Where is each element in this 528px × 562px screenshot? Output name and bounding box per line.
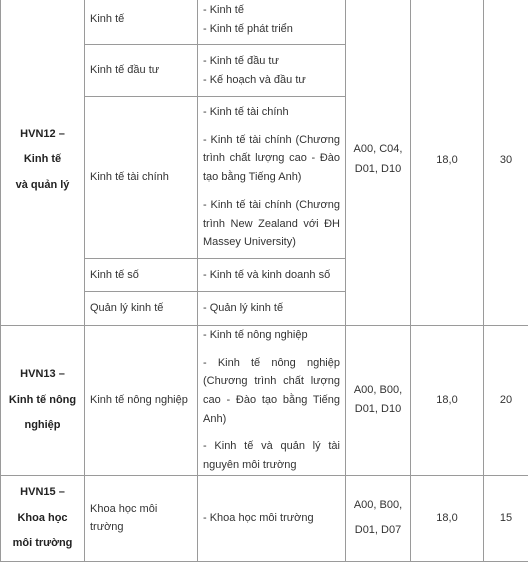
group-name-line: môi trường [12,536,73,549]
major-name: Kinh tế số [85,259,198,292]
program-item: - Khoa học môi trường [203,511,314,524]
subject-combinations [346,475,411,561]
subject-combinations [346,326,411,476]
major-name: Kinh tế nông nghiệp [85,326,198,476]
group-cell [1,475,85,561]
major-name: Kinh tế [85,0,198,45]
quota: 15 [484,475,528,561]
program-item: - Kinh tế và kinh doanh số [203,268,331,281]
program-item: - Kinh tế tài chính (Chương trình New Zealand với ĐH Massey University) [203,198,340,249]
program-list [198,475,346,561]
program-item: - Kinh tế tài chính (Chương trình chất lượng cao - Đào tạo bằng Tiếng Anh) [203,133,340,184]
quota: 30 [484,0,528,326]
program-list [198,0,346,45]
major-name: Kinh tế đầu tư [85,45,198,97]
table-row [1,475,528,561]
program-list [198,45,346,97]
min-score: 18,0 [411,326,484,476]
combination-line: A00, C04, [353,143,403,156]
combination-line: D01, D10 [354,403,402,416]
program-list [198,326,346,476]
major-name: Khoa học môi trường [85,475,198,561]
min-score: 18,0 [411,0,484,326]
group-name-line: Khoa học [17,511,68,524]
program-item: - Kinh tế đầu tư [203,54,279,67]
group-code: HVN15 – [20,486,65,499]
program-item: - Quản lý kinh tế [203,302,284,315]
program-item: - Kinh tế tài chính [203,106,289,119]
group-cell [1,326,85,476]
table-row [1,326,528,476]
program-item: - Kinh tế và quản lý tài nguyên môi trường [203,440,340,472]
min-score: 18,0 [411,475,484,561]
program-list [198,259,346,292]
table-row [1,0,528,45]
program-list [198,97,346,259]
combination-line: A00, B00, [353,499,403,512]
group-cell [1,0,85,326]
group-name-line: Kinh tế [23,153,62,166]
program-list [198,292,346,326]
group-name-line: Kinh tế nông [8,393,77,406]
major-name: Kinh tế tài chính [85,97,198,259]
combination-line: D01, D07 [354,524,402,537]
combination-line: A00, B00, [353,383,403,396]
group-code: HVN12 – [20,128,65,141]
major-name: Quản lý kinh tế [85,292,198,326]
program-item: - Kinh tế nông nghiệp (Chương trình chất lượng cao - Đào tạo bằng Tiếng Anh) [203,356,340,425]
program-item: - Kinh tế [203,3,244,16]
quota: 20 [484,326,528,476]
group-name-line: nghiệp [24,419,61,432]
group-name-line: và quản lý [15,178,70,191]
combination-line: D01, D10 [354,163,402,175]
program-item: - Kinh tế nông nghiệp [203,329,308,341]
program-item: - Kế hoạch và đầu tư [203,73,306,86]
program-item: - Kinh tế phát triển [203,22,293,35]
subject-combinations [346,0,411,326]
group-code: HVN13 – [20,368,65,381]
